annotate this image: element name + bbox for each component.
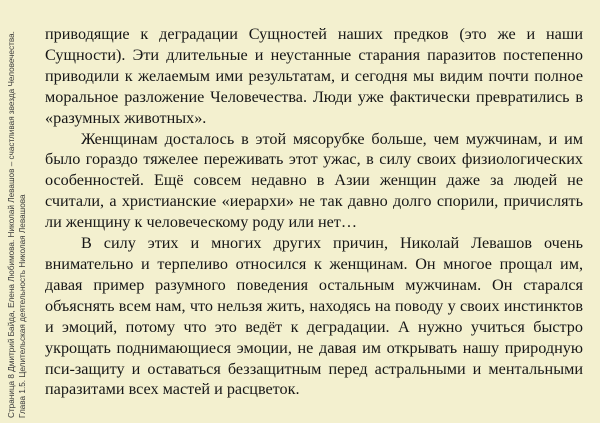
paragraph: В силу этих и многих других причин, Николай Левашов очень внимательно и терпеливо относился к женщинам. Он многое прощал им, давая пример разумного поведения остальным мужчинам. Он старался объяснять всем нам, что нельзя жить, находясь на поводу у своих инстинктов и эмоций, потому что это ведёт к деградации. А нужно учиться быстро укрощать поднимающиеся эмоции, не давая им открывать нашу природную пси-защиту и оставаться беззащитным перед астральными и ментальными паразитами всех мастей и расцветок.: [45, 234, 583, 399]
paragraph: приводящие к деградации Сущностей наших предков (это же и наши Сущности). Эти длительные и неустанные старания паразитов постепенно приводили к желаемым ими результатам, и сегодня мы видим почти полное моральное разложение Человечества. Люди уже фактически превратились в «разумных животных».: [45, 25, 583, 127]
side-caption-line: Страница 8 Дмитрий Байда, Елена Любимова. Николай Левашов – счастливая звезда Человечества.: [7, 31, 16, 418]
side-caption: [0, 0, 40, 423]
paragraph: Женщинам досталось в этой мясорубке больше, чем мужчинам, и им было гораздо тяжелее переживать этот ужас, в силу своих физиологических особенностей. Ещё совсем недавно в Азии женщин даже за людей не считали, а христианские «иерархи» не так давно долго спорили, причислять ли женщину к человеческому роду или нет…: [45, 129, 583, 232]
side-caption-line: Глава 1.5. Целительская деятельность Николая Левашова: [18, 194, 27, 418]
body-text: [45, 24, 583, 400]
